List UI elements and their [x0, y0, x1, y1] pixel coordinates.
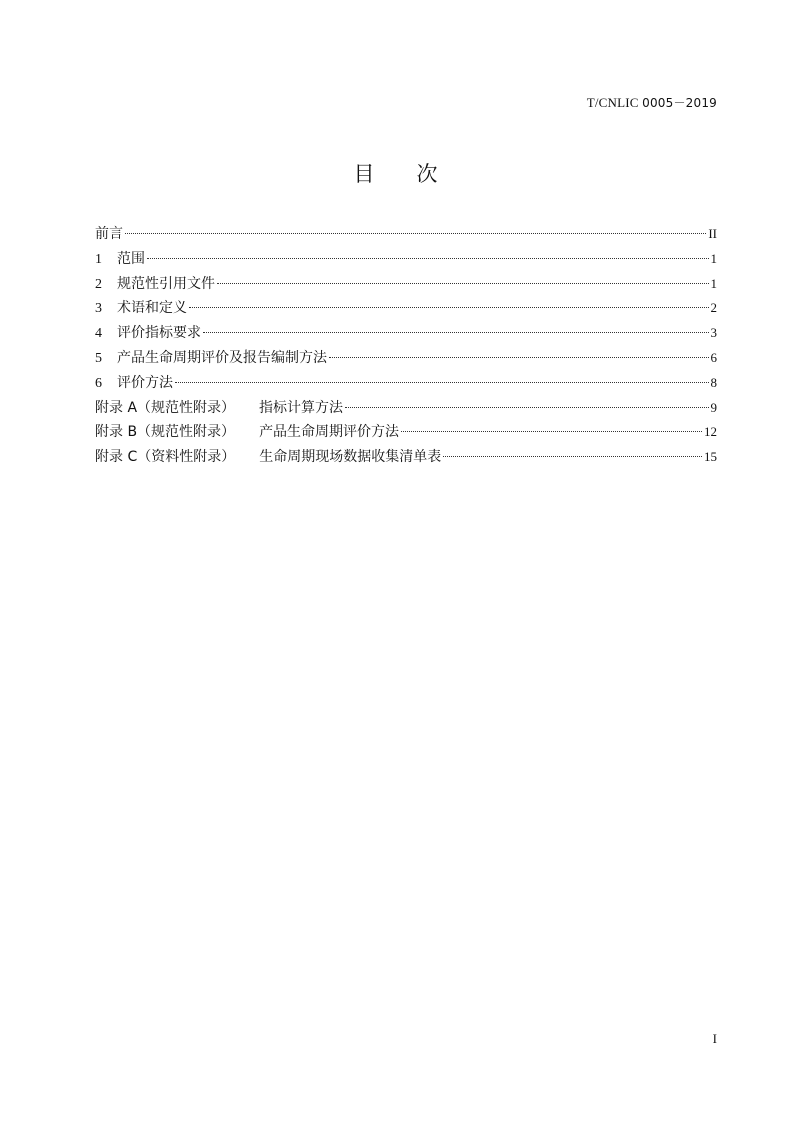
toc-entry-page: 2	[710, 300, 717, 316]
toc-appendix-title: 生命周期现场数据收集清单表	[259, 449, 442, 466]
toc-entry-page: 9	[710, 399, 717, 415]
toc-entry-4[interactable]	[95, 321, 717, 346]
toc-entry-label: 评价指标要求	[117, 325, 201, 342]
toc-leader-dots	[443, 456, 702, 457]
toc-entry-5[interactable]	[95, 346, 717, 371]
toc-entry-label: 评价方法	[117, 374, 173, 391]
toc-entry-page: 1	[710, 275, 717, 291]
toc-leader-dots	[147, 258, 709, 259]
toc-entry-number: 5	[95, 350, 102, 366]
toc-entry-6[interactable]	[95, 371, 717, 396]
document-code-prefix: T/CNLIC	[586, 95, 639, 110]
toc-entry-number: 1	[95, 251, 102, 267]
document-code-number: 0005－2019	[642, 96, 717, 110]
toc-appendix-title: 指标计算方法	[259, 399, 344, 416]
toc-entry-number: 3	[95, 301, 102, 317]
toc-entry-page: II	[708, 226, 717, 241]
toc-entry-3[interactable]	[95, 296, 717, 321]
toc-entry-1[interactable]	[95, 247, 717, 272]
toc-appendix-prefix: 附录 B（规范性附录）	[95, 424, 236, 441]
toc-entry-page: 8	[710, 374, 717, 390]
toc-entry-label: 规范性引用文件	[117, 275, 215, 292]
toc-entry-label: 产品生命周期评价及报告编制方法	[117, 349, 327, 366]
toc-entry-page: 6	[710, 349, 717, 365]
toc-entry-label: 前言	[95, 226, 123, 242]
toc-leader-dots	[175, 382, 709, 383]
toc-leader-dots	[401, 431, 702, 432]
page-title	[0, 158, 793, 188]
toc-entry-appendix-a[interactable]	[95, 396, 717, 421]
toc-entry-2[interactable]	[95, 272, 717, 297]
toc-entry-label: 范围	[117, 250, 145, 267]
document-code	[587, 94, 717, 111]
toc-appendix-title: 产品生命周期评价方法	[259, 424, 400, 441]
toc-appendix-prefix: 附录 C（资料性附录）	[95, 449, 236, 466]
toc-entry-foreword[interactable]	[95, 222, 717, 247]
toc-appendix-prefix: 附录 A（规范性附录）	[95, 399, 236, 416]
toc-entry-page: 3	[710, 325, 717, 341]
toc-leader-dots	[329, 357, 709, 358]
toc-entry-page: 12	[704, 424, 717, 440]
table-of-contents	[95, 222, 717, 470]
toc-entry-number: 6	[95, 375, 102, 391]
toc-entry-number: 4	[95, 326, 102, 342]
toc-leader-dots	[217, 283, 709, 284]
toc-entry-appendix-b[interactable]	[95, 420, 717, 445]
toc-entry-number: 2	[95, 276, 102, 292]
toc-leader-dots	[189, 307, 709, 308]
page-title-char-2: 次	[416, 162, 440, 186]
page-title-char-1: 目	[353, 162, 377, 186]
toc-leader-dots	[125, 233, 706, 234]
toc-entry-page: 15	[704, 449, 717, 465]
toc-leader-dots	[203, 332, 709, 333]
toc-entry-label: 术语和定义	[117, 300, 187, 317]
page-number: I	[712, 1031, 717, 1046]
toc-entry-appendix-c[interactable]	[95, 445, 717, 470]
toc-entry-page: 1	[710, 250, 717, 266]
toc-leader-dots	[345, 407, 708, 408]
